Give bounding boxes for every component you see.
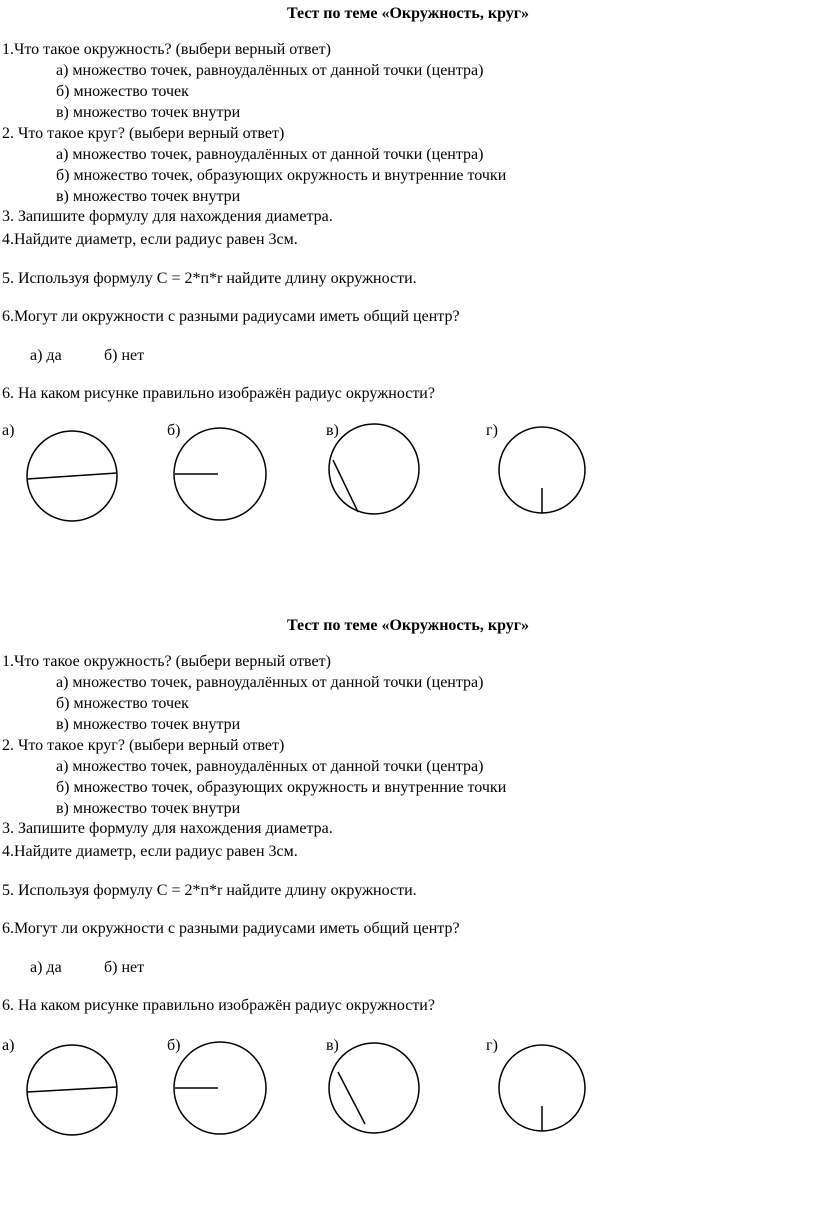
- figure-label-g: г): [486, 422, 498, 439]
- test-title: Тест по теме «Окружность, круг»: [286, 5, 530, 22]
- figure-v-chord: [329, 424, 419, 514]
- question-2: 2. Что такое круг? (выбери верный ответ): [2, 125, 285, 142]
- question-1: 1.Что такое окружность? (выбери верный ответ): [2, 653, 331, 670]
- question-4: 4.Найдите диаметр, если радиус равен 3см.: [2, 843, 298, 860]
- answer-option-yes: а) да: [30, 959, 62, 976]
- answer-option: б) множество точек: [56, 695, 189, 712]
- test-title: Тест по теме «Окружность, круг»: [286, 617, 530, 634]
- answer-option: в) множество точек внутри: [56, 800, 241, 817]
- figure-label-b: б): [167, 1037, 181, 1054]
- question-6b: 6. На каком рисунке правильно изображён радиус окружности?: [2, 997, 435, 1014]
- answer-option: а) множество точек, равноудалённых от данной точки (центра): [56, 146, 484, 163]
- figure-a-diameter: [27, 1045, 117, 1135]
- figure-a-diameter: [27, 431, 117, 521]
- circle-figures: [0, 0, 816, 600]
- question-3: 3. Запишите формулу для нахождения диаметра.: [2, 208, 333, 225]
- question-6a: 6.Могут ли окружности с разными радиусами иметь общий центр?: [2, 920, 460, 937]
- figure-label-v: в): [326, 422, 339, 439]
- answer-option: б) множество точек, образующих окружность и внутренние точки: [56, 167, 507, 184]
- figure-b-radius: [174, 1042, 266, 1134]
- question-6a: 6.Могут ли окружности с разными радиусами иметь общий центр?: [2, 308, 460, 325]
- question-1: 1.Что такое окружность? (выбери верный ответ): [2, 41, 331, 58]
- answer-option: а) множество точек, равноудалённых от данной точки (центра): [56, 674, 484, 691]
- answer-option: а) множество точек, равноудалённых от данной точки (центра): [56, 758, 484, 775]
- answer-option-no: б) нет: [104, 959, 145, 976]
- figure-g-segment: [499, 427, 585, 513]
- question-2: 2. Что такое круг? (выбери верный ответ): [2, 737, 285, 754]
- figure-label-g: г): [486, 1037, 498, 1054]
- test-sheet-1: [0, 0, 816, 600]
- circle-figures: [0, 612, 816, 1136]
- question-5: 5. Используя формулу С = 2*п*r найдите длину окружности.: [2, 882, 417, 899]
- question-5: 5. Используя формулу С = 2*п*r найдите длину окружности.: [2, 270, 417, 287]
- question-3: 3. Запишите формулу для нахождения диаметра.: [2, 820, 333, 837]
- figure-label-a: а): [2, 1037, 15, 1054]
- question-4: 4.Найдите диаметр, если радиус равен 3см.: [2, 231, 298, 248]
- question-6b: 6. На каком рисунке правильно изображён радиус окружности?: [2, 385, 435, 402]
- figure-label-v: в): [326, 1037, 339, 1054]
- figure-label-b: б): [167, 422, 181, 439]
- answer-option: а) множество точек, равноудалённых от данной точки (центра): [56, 62, 484, 79]
- figure-b-radius: [174, 428, 266, 520]
- answer-option: в) множество точек внутри: [56, 716, 241, 733]
- test-sheet-2: [0, 612, 816, 1212]
- answer-option-no: б) нет: [104, 347, 145, 364]
- answer-option: в) множество точек внутри: [56, 104, 241, 121]
- answer-option: в) множество точек внутри: [56, 188, 241, 205]
- figure-v-chord: [329, 1043, 419, 1133]
- answer-option: б) множество точек, образующих окружность и внутренние точки: [56, 779, 507, 796]
- answer-option: б) множество точек: [56, 83, 189, 100]
- answer-option-yes: а) да: [30, 347, 62, 364]
- figure-g-segment: [499, 1045, 585, 1131]
- figure-label-a: а): [2, 422, 15, 439]
